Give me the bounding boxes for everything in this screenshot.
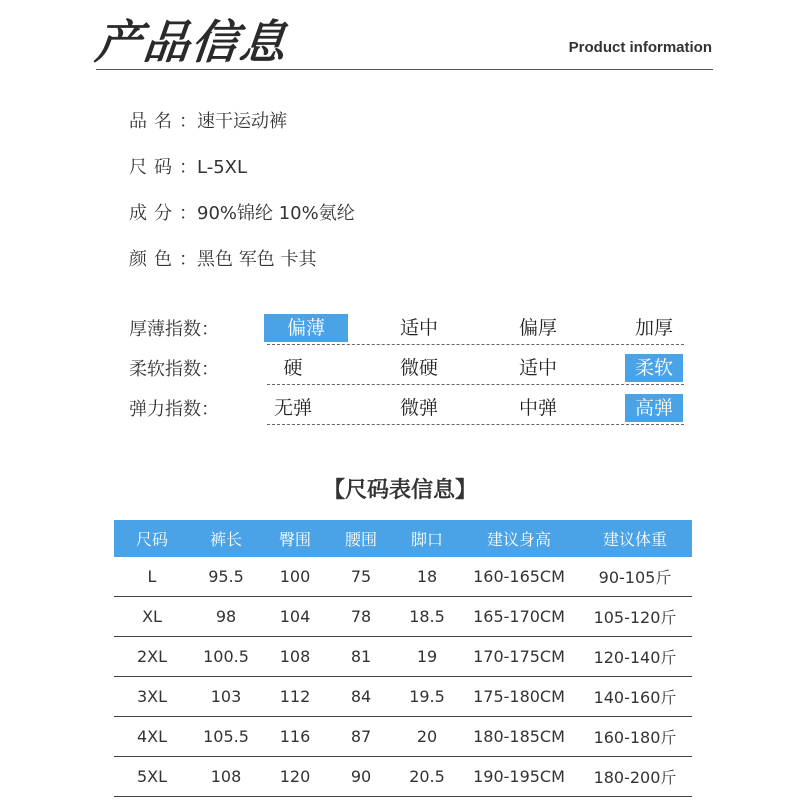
info-separator: ： [179,203,197,224]
column-header: 臀围 [262,520,328,557]
table-cell: 98 [190,597,262,637]
table-cell: 87 [328,717,394,757]
table-cell: 116 [262,717,328,757]
index-option: 无弹 [273,397,312,419]
elasticity-index [129,391,684,425]
table-cell: 180-185CM [460,717,578,757]
info-value: 90%锦纶 10%氨纶 [197,203,355,224]
info-value: L-5XL [197,157,248,178]
index-option: 高弹 [625,394,683,422]
table-cell: 20 [394,717,460,757]
table-cell: 112 [262,677,328,717]
page-title: 产品信息 [92,15,291,69]
info-value: 黑色 军色 卡其 [197,249,317,270]
size-table [114,520,692,797]
index-label: 柔软指数： [129,359,219,380]
table-cell: 18 [394,557,460,597]
table-cell: 19.5 [394,677,460,717]
index-option: 硬 [283,357,303,379]
index-label: 厚薄指数： [129,319,219,340]
table-row [114,597,692,637]
table-cell: 140-160斤 [578,677,692,717]
index-option: 微弹 [399,397,438,419]
column-header: 脚口 [394,520,460,557]
table-cell: 5XL [114,757,190,797]
page-subtitle: Product information [568,39,712,56]
index-dashed-line [267,344,684,345]
table-cell: 78 [328,597,394,637]
column-header: 建议体重 [578,520,692,557]
info-row-name [129,108,355,154]
info-label: 品名 [129,111,179,132]
table-cell: 190-195CM [460,757,578,797]
info-value: 速干运动裤 [197,111,287,132]
table-cell: XL [114,597,190,637]
index-option: 适中 [399,317,438,339]
table-cell: 84 [328,677,394,717]
table-cell: 160-165CM [460,557,578,597]
table-cell: 105.5 [190,717,262,757]
info-row-material [129,200,355,246]
index-option: 中弹 [518,397,557,419]
table-cell: 100.5 [190,637,262,677]
header-divider [96,69,713,70]
index-label: 弹力指数： [129,399,219,420]
info-label: 成分 [129,203,179,224]
info-separator: ： [179,111,197,132]
index-dashed-line [267,384,684,385]
column-header: 裤长 [190,520,262,557]
table-cell: 160-180斤 [578,717,692,757]
table-cell: 180-200斤 [578,757,692,797]
table-row [114,677,692,717]
table-cell: 120-140斤 [578,637,692,677]
thickness-index [129,311,684,345]
table-cell: 18.5 [394,597,460,637]
table-row [114,717,692,757]
table-cell: 90-105斤 [578,557,692,597]
table-cell: L [114,557,190,597]
table-cell: 165-170CM [460,597,578,637]
table-cell: 4XL [114,717,190,757]
table-cell: 100 [262,557,328,597]
table-cell: 81 [328,637,394,677]
size-table-title: 【尺码表信息】 [322,478,477,503]
index-option: 柔软 [625,354,683,382]
table-cell: 105-120斤 [578,597,692,637]
table-cell: 75 [328,557,394,597]
info-row-size [129,154,355,200]
index-option: 适中 [518,357,557,379]
table-cell: 108 [190,757,262,797]
table-row [114,557,692,597]
table-cell: 175-180CM [460,677,578,717]
info-label: 尺码 [129,157,179,178]
table-cell: 103 [190,677,262,717]
product-info-list [129,108,355,292]
column-header: 腰围 [328,520,394,557]
info-row-color [129,246,355,292]
table-cell: 19 [394,637,460,677]
index-option: 偏厚 [518,317,557,339]
table-cell: 20.5 [394,757,460,797]
info-label: 颜色 [129,249,179,270]
table-cell: 2XL [114,637,190,677]
table-cell: 108 [262,637,328,677]
info-separator: ： [179,157,197,178]
index-dashed-line [267,424,684,425]
table-cell: 104 [262,597,328,637]
softness-index [129,351,684,385]
index-option: 加厚 [634,317,673,339]
table-cell: 170-175CM [460,637,578,677]
table-header-row [114,520,692,557]
info-separator: ： [179,249,197,270]
index-option: 微硬 [399,357,438,379]
table-cell: 120 [262,757,328,797]
column-header: 尺码 [114,520,190,557]
table-cell: 3XL [114,677,190,717]
column-header: 建议身高 [460,520,578,557]
table-row [114,637,692,677]
index-option: 偏薄 [264,314,348,342]
table-row [114,757,692,797]
table-cell: 90 [328,757,394,797]
table-cell: 95.5 [190,557,262,597]
